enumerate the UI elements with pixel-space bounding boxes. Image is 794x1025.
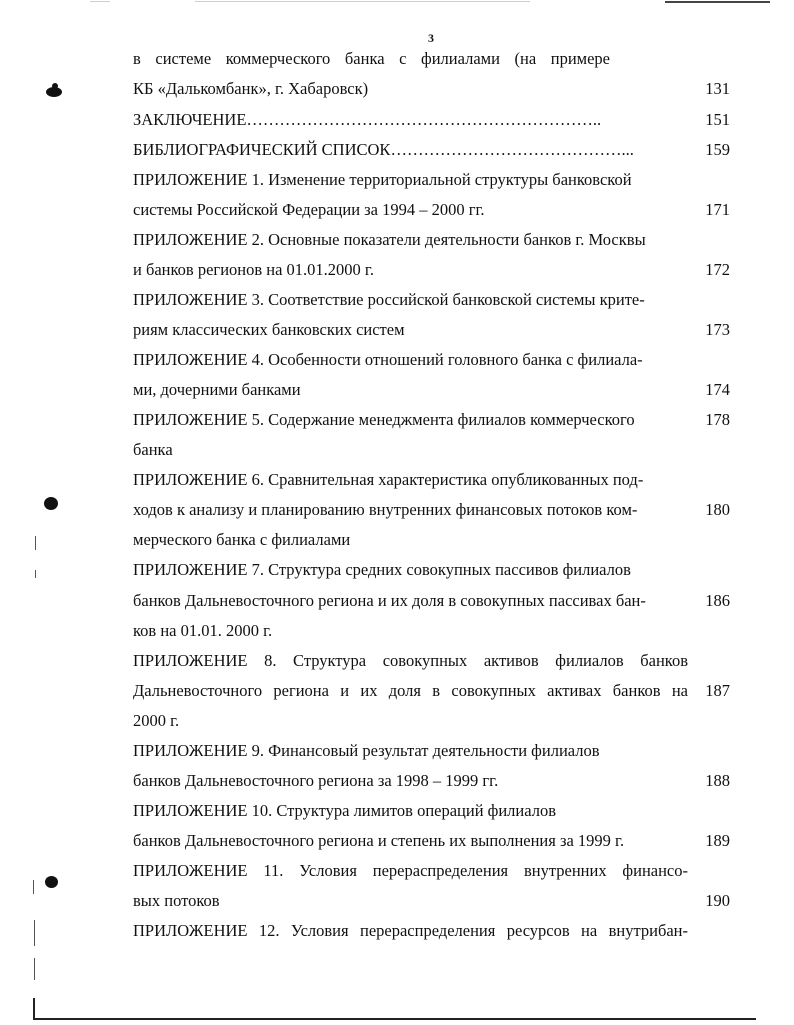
toc-page-number: 186 xyxy=(705,591,730,610)
toc-line: ПРИЛОЖЕНИЕ 12. Условия перераспределения ресурсов на внутрибан- xyxy=(133,921,688,940)
punch-hole-mark xyxy=(44,497,58,510)
toc-page-number: 189 xyxy=(705,831,730,850)
toc-line: риям классических банковских систем xyxy=(133,320,405,339)
toc-page-number: 171 xyxy=(705,200,730,219)
toc-line: банков Дальневосточного региона и их доля в совокупных пассивах бан- xyxy=(133,591,646,610)
toc-line: и банков регионов на 01.01.2000 г. xyxy=(133,260,374,279)
scan-edge-mark xyxy=(35,570,36,578)
toc-line: ПРИЛОЖЕНИЕ 5. Содержание менеджмента филиалов коммерческого xyxy=(133,410,635,429)
toc-line: ПРИЛОЖЕНИЕ 7. Структура средних совокупных пассивов филиалов xyxy=(133,560,631,579)
toc-line: ми, дочерними банками xyxy=(133,380,301,399)
scan-edge-mark xyxy=(33,880,34,894)
scan-edge-mark xyxy=(35,536,36,550)
scan-edge-top-right xyxy=(665,1,770,3)
toc-line: ПРИЛОЖЕНИЕ 11. Условия перераспределения внутренних финансо- xyxy=(133,861,688,880)
toc-line: Дальневосточного региона и их доля в совокупных активах банков на xyxy=(133,681,688,700)
scan-edge-bottom-left xyxy=(33,998,35,1020)
toc-line: ЗАКЛЮЧЕНИЕ……………………………………………………….. xyxy=(133,110,602,129)
toc-line: ПРИЛОЖЕНИЕ 4. Особенности отношений головного банка с филиала- xyxy=(133,350,643,369)
toc-line: в системе коммерческого банка с филиалами (на примере xyxy=(133,49,610,68)
toc-line: 2000 г. xyxy=(133,711,180,730)
toc-line: ПРИЛОЖЕНИЕ 1. Изменение территориальной структуры банковской xyxy=(133,170,632,189)
punch-hole-mark xyxy=(45,876,58,888)
toc-line: БИБЛИОГРАФИЧЕСКИЙ СПИСОК……………………………………... xyxy=(133,140,634,159)
toc-line: мерческого банка с филиалами xyxy=(133,530,351,549)
toc-line: банка xyxy=(133,440,173,459)
page-number: 3 xyxy=(428,31,434,45)
scan-edge-bottom xyxy=(34,1018,756,1020)
toc-line: КБ «Далькомбанк», г. Хабаровск) xyxy=(133,79,369,98)
toc-page-number: 188 xyxy=(705,771,730,790)
toc-line: ПРИЛОЖЕНИЕ 6. Сравнительная характеристика опубликованных под- xyxy=(133,470,644,489)
scan-edge-mark xyxy=(34,920,35,946)
toc-page-number: 131 xyxy=(705,79,730,98)
scan-edge-top-left xyxy=(90,1,110,2)
toc-page-number: 180 xyxy=(705,500,730,519)
toc-page-number: 174 xyxy=(705,380,730,399)
toc-line: вых потоков xyxy=(133,891,220,910)
toc-page-number: 190 xyxy=(705,891,730,910)
toc-line: банков Дальневосточного региона и степень их выполнения за 1999 г. xyxy=(133,831,625,850)
punch-hole-mark xyxy=(52,83,58,89)
toc-page-number: 178 xyxy=(705,410,730,429)
toc-line: системы Российской Федерации за 1994 – 2000 гг. xyxy=(133,200,485,219)
toc-page-number: 187 xyxy=(705,681,730,700)
toc-page-number: 172 xyxy=(705,260,730,279)
toc-line: ПРИЛОЖЕНИЕ 9. Финансовый результат деятельности филиалов xyxy=(133,741,600,760)
toc-line: ПРИЛОЖЕНИЕ 8. Структура совокупных активов филиалов банков xyxy=(133,651,688,670)
toc-line: ПРИЛОЖЕНИЕ 3. Соответствие российской банковской системы крите- xyxy=(133,290,645,309)
toc-line: ПРИЛОЖЕНИЕ 10. Структура лимитов операций филиалов xyxy=(133,801,556,820)
toc-page-number: 159 xyxy=(705,140,730,159)
toc-page-number: 151 xyxy=(705,110,730,129)
scan-edge-mark xyxy=(34,958,35,980)
toc-line: ков на 01.01. 2000 г. xyxy=(133,621,273,640)
toc-line: ходов к анализу и планированию внутренних финансовых потоков ком- xyxy=(133,500,638,519)
toc-page-number: 173 xyxy=(705,320,730,339)
scan-edge-top xyxy=(195,1,530,2)
toc-line: банков Дальневосточного региона за 1998 – 1999 гг. xyxy=(133,771,499,790)
toc-line: ПРИЛОЖЕНИЕ 2. Основные показатели деятельности банков г. Москвы xyxy=(133,230,646,249)
